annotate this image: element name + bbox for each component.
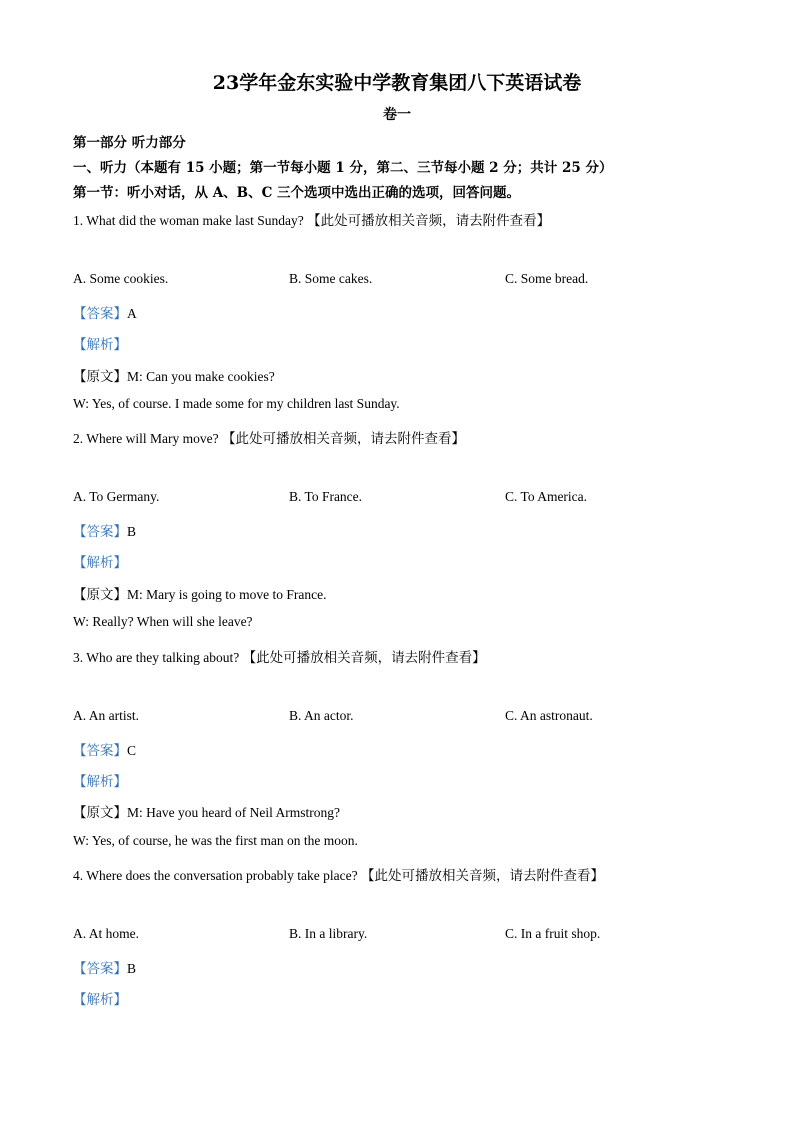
question-text: 2. Where will Mary move? — [73, 431, 219, 446]
answer-value: C — [127, 743, 137, 758]
option-b: B. Some cakes. — [289, 271, 373, 286]
option-a: A. At home. — [73, 926, 139, 941]
option-a: A. To Germany. — [73, 489, 160, 504]
answer-tag: 【答案】 — [73, 306, 127, 321]
option-b: B. In a library. — [289, 926, 368, 941]
analysis-tag: 【解析】 — [73, 337, 127, 352]
audio-note: 【此处可播放相关音频，请去附件查看】 — [361, 868, 605, 883]
dialogue-w: W: Really? When will she leave? — [73, 614, 253, 629]
option-c: C. An astronaut. — [505, 708, 593, 723]
part-heading: 第一部分 听力部分 — [73, 135, 186, 151]
original-tag: 【原文】 — [73, 587, 127, 602]
option-c: C. To America. — [505, 489, 588, 504]
answer-value: B — [127, 961, 137, 976]
original-text-line — [73, 583, 326, 603]
dialogue-m: M: Mary is going to move to France. — [127, 587, 327, 602]
volume-label: 卷一 — [383, 107, 411, 123]
subsection-heading: 第一节：听小对话，从 A、B、C 三个选项中选出正确的选项，回答问题。 — [73, 185, 521, 201]
answer-value: B — [127, 524, 137, 539]
question-4 — [73, 864, 604, 884]
analysis-tag: 【解析】 — [73, 774, 127, 789]
audio-note: 【此处可播放相关音频，请去附件查看】 — [221, 431, 465, 446]
question-text: 4. Where does the conversation probably take place? — [73, 868, 358, 883]
page-title: 23学年金东实验中学教育集团八下英语试卷 — [212, 72, 582, 94]
answer-line — [73, 302, 137, 322]
answer-tag: 【答案】 — [73, 961, 127, 976]
original-tag: 【原文】 — [73, 369, 127, 384]
question-3 — [73, 646, 486, 666]
answer-tag: 【答案】 — [73, 743, 127, 758]
audio-note: 【此处可播放相关音频，请去附件查看】 — [242, 650, 486, 665]
dialogue-m: M: Have you heard of Neil Armstrong? — [127, 805, 340, 820]
question-2 — [73, 427, 465, 447]
original-tag: 【原文】 — [73, 805, 127, 820]
question-1 — [73, 209, 550, 229]
analysis-tag: 【解析】 — [73, 992, 127, 1007]
option-c: C. Some bread. — [505, 271, 589, 286]
question-text: 1. What did the woman make last Sunday? — [73, 213, 304, 228]
analysis-tag: 【解析】 — [73, 555, 127, 570]
question-text: 3. Who are they talking about? — [73, 650, 240, 665]
dialogue-m: M: Can you make cookies? — [127, 369, 275, 384]
answer-line — [73, 739, 136, 759]
answer-value: A — [127, 306, 137, 321]
original-text-line — [73, 801, 340, 821]
option-c: C. In a fruit shop. — [505, 926, 601, 941]
answer-line — [73, 520, 136, 540]
dialogue-w: W: Yes, of course, he was the first man on the moon. — [73, 833, 358, 848]
audio-note: 【此处可播放相关音频，请去附件查看】 — [307, 213, 551, 228]
section-heading: 一、听力（本题有 15 小题；第一节每小题 1 分，第二、三节每小题 2 分；共计 25 分） — [73, 160, 613, 176]
answer-tag: 【答案】 — [73, 524, 127, 539]
original-text-line — [73, 365, 275, 385]
answer-line — [73, 957, 136, 977]
option-a: A. An artist. — [73, 708, 139, 723]
option-b: B. To France. — [289, 489, 363, 504]
option-b: B. An actor. — [289, 708, 354, 723]
option-a: A. Some cookies. — [73, 271, 169, 286]
dialogue-w: W: Yes, of course. I made some for my children last Sunday. — [73, 396, 400, 411]
